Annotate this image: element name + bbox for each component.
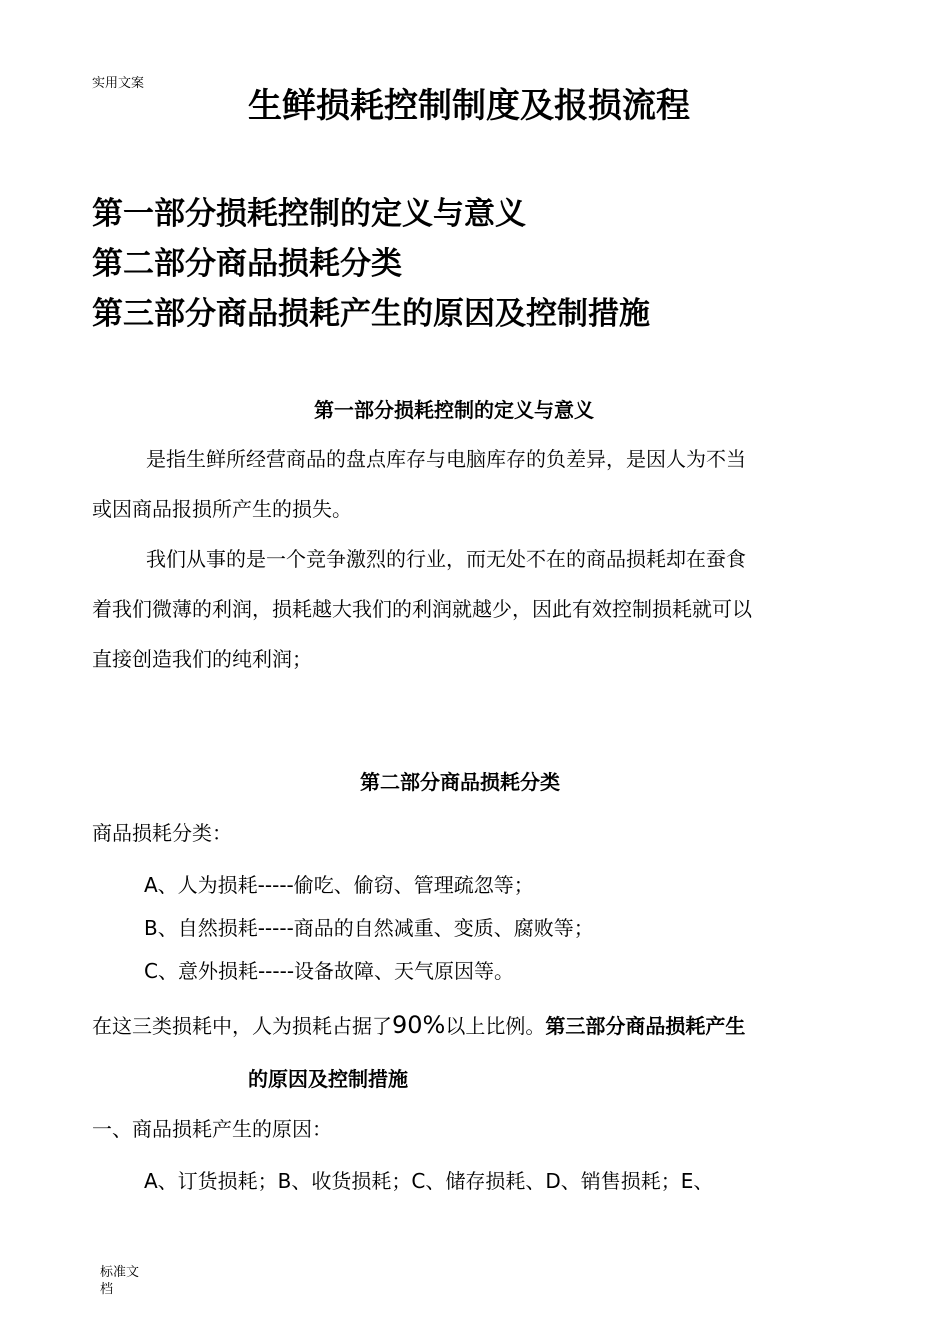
toc-item-3: 第三部分商品损耗产生的原因及控制措施 — [92, 296, 650, 332]
loss-type-b: B、自然损耗-----商品的自然减重、变质、腐败等； — [144, 916, 594, 940]
section2-intro: 商品损耗分类： — [92, 821, 232, 845]
footer-note: 标准文档 — [100, 1265, 140, 1297]
section1-heading: 第一部分损耗控制的定义与意义 — [314, 398, 594, 422]
toc-item-2: 第二部分商品损耗分类 — [92, 246, 402, 282]
section1-para2-line1: 我们从事的是一个竞争激烈的行业，而无处不在的商品损耗却在蚕食 — [146, 547, 746, 571]
header-note: 实用文案 — [92, 76, 145, 91]
loss-type-c: C、意外损耗-----设备故障、天气原因等。 — [144, 959, 515, 983]
section3-heading-part2: 的原因及控制措施 — [248, 1067, 408, 1091]
section3-heading-part1: 第三部分商品损耗产生 — [545, 1014, 746, 1038]
section2-summary-line — [92, 1010, 745, 1039]
section2-heading: 第二部分商品损耗分类 — [360, 770, 560, 794]
section3-causes: A、订货损耗；B、收货损耗；C、储存损耗、D、销售损耗；E、 — [144, 1169, 714, 1193]
section3-sub1: 一、商品损耗产生的原因： — [92, 1117, 332, 1141]
toc-item-1: 第一部分损耗控制的定义与意义 — [92, 196, 526, 232]
summary-end: 以上比例。 — [445, 1014, 546, 1038]
summary-percent: 90% — [392, 1011, 446, 1039]
document-title: 生鲜损耗控制制度及报损流程 — [248, 86, 690, 126]
loss-type-a: A、人为损耗-----偷吃、偷窃、管理疏忽等； — [144, 873, 534, 897]
section1-para1-line2: 或因商品报损所产生的损失。 — [92, 497, 352, 521]
section1-para2-line3: 直接创造我们的纯利润； — [92, 647, 312, 671]
section1-para1-line1: 是指生鲜所经营商品的盘点库存与电脑库存的负差异，是因人为不当 — [146, 447, 746, 471]
summary-text: 在这三类损耗中，人为损耗占据了 — [92, 1014, 392, 1038]
section1-para2-line2: 着我们微薄的利润，损耗越大我们的利润就越少，因此有效控制损耗就可以 — [92, 597, 752, 621]
